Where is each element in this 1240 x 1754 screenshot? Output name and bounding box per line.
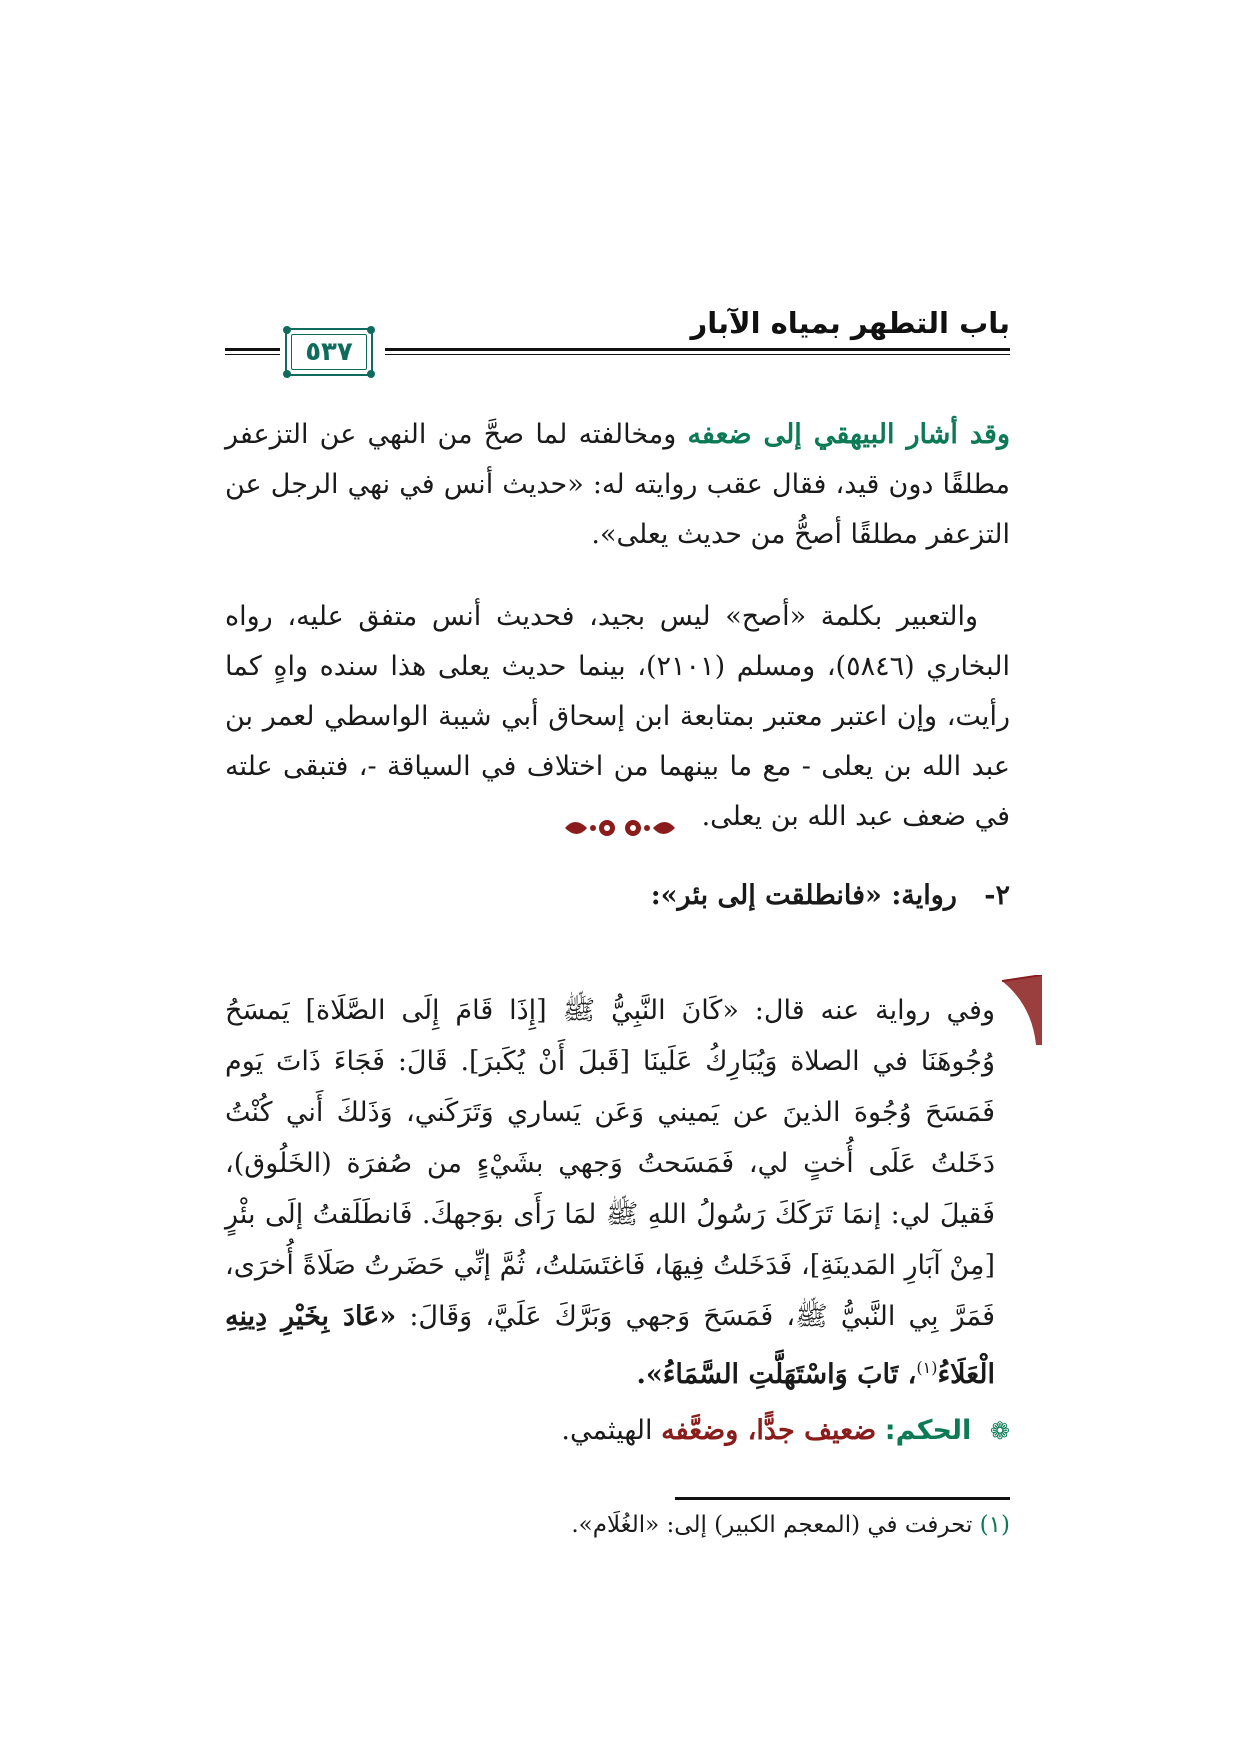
paragraph-text: ومخالفته لما صحَّ من النهي عن التزعفر مطلقًا دون قيد، فقال عقب روايته له: «حديث أنس في نهي الرجل عن التزعفر مطلقًا أصحُّ من حديث يعلى». [225,419,1010,550]
page-number: ٥٣٧ [305,337,353,367]
paragraph-bayhaqi [225,410,1010,560]
page-number-badge [285,328,373,376]
verdict-ruling: ضعيف جدًّا، وضعَّفه [661,1415,877,1446]
verdict-line [561,1415,1010,1446]
narration-text: وفي رواية عنه قال: «كَانَ النَّبِيُّ ﷺ [إِذَا قَامَ إِلَى الصَّلَاة] يَمسَحُ وُجُوهَنَا في الصلاة وَيُبَارِكُ عَلَينَا [قَبلَ أَنْ يُكَبرَ]. قَالَ: فَجَاءَ ذَاتَ يَوم فَمَسَحَ وُجُوهَ الذينَ عن يَميني وَعَن يَساري وَتَرَكَني، وَذَلكَ أَني كُنْتُ دَخَلتُ عَلَى أُختٍ لي، فَمَسَحتُ وَجهي بشَيْءٍ من صُفرَة (الخَلُوق)، فَقيلَ لي: إنمَا تَرَكَكَ رَسُولُ اللهِ ﷺ لمَا رَأَى بوَجهكَ. فَانطَلَقتُ إلَى بئْرٍ [مِنْ آبَارِ المَدينَةِ]، فَدَخَلتُ فِيهَا، فَاغتَسَلتُ، ثُمَّ إنِّي حَضَرتُ صَلَاةً أُخرَى، فَمَرَّ بِي النَّبيُّ ﷺ، فَمَسَحَ وَجهي وَبَرَّكَ عَلَيَّ، وَقَالَ: [225,995,995,1332]
quote-start: «عَادَ بِخَيْرِ دِينِهِ الْعَلَاءُ [225,1301,995,1390]
footnote [571,1512,1010,1538]
narration-block [225,985,1010,1400]
footnote-text: تحرفت في (المعجم الكبير) إلى: «الغُلَام». [571,1512,980,1538]
header-rule-left [225,348,280,351]
header-rule-left-thin [225,354,280,355]
paragraph-commentary: والتعبير بكلمة «أصح» ليس بجيد، فحديث أنس متفق عليه، رواه البخاري (٥٨٤٦)، ومسلم (٢١٠١)، بينما حديث يعلى هذا سنده واهٍ كما رأيت، وإن اعتبر معتبر بمتابعة ابن إسحاق أبي شيبة الواسطي لعمر بن عبد الله بن يعلى - مع ما بينهما من اختلاف في السياقة -، فتبقى علته في ضعف عبد الله بن يعلى. [225,601,1010,832]
header-rule-right [385,348,1010,351]
verdict-label: الحكم: [884,1415,972,1446]
page-header [225,300,1010,410]
header-rule-right-thin [385,354,1010,355]
running-title: باب التطهر بمياه الآبار [690,306,1010,340]
footnote-ref[interactable]: (١) [916,1358,938,1377]
section-number: ٢- [984,880,1010,911]
section-divider-ornament [555,808,685,848]
rosette-icon: ❁ [989,1417,1010,1445]
footnote-number: (١) [979,1512,1010,1538]
section-heading [651,880,1010,911]
footnote-divider [675,1497,1010,1500]
quote-end: ، تَابَ وَاسْتَهَلَّتِ السَّمَاءُ». [636,1359,917,1390]
paragraph-lead: وقد أشار البيهقي إلى ضعفه [687,419,1010,450]
section-title: رواية: «فانطلقت إلى بئر»: [650,880,957,911]
verdict-rest: الهيثمي. [561,1415,662,1446]
